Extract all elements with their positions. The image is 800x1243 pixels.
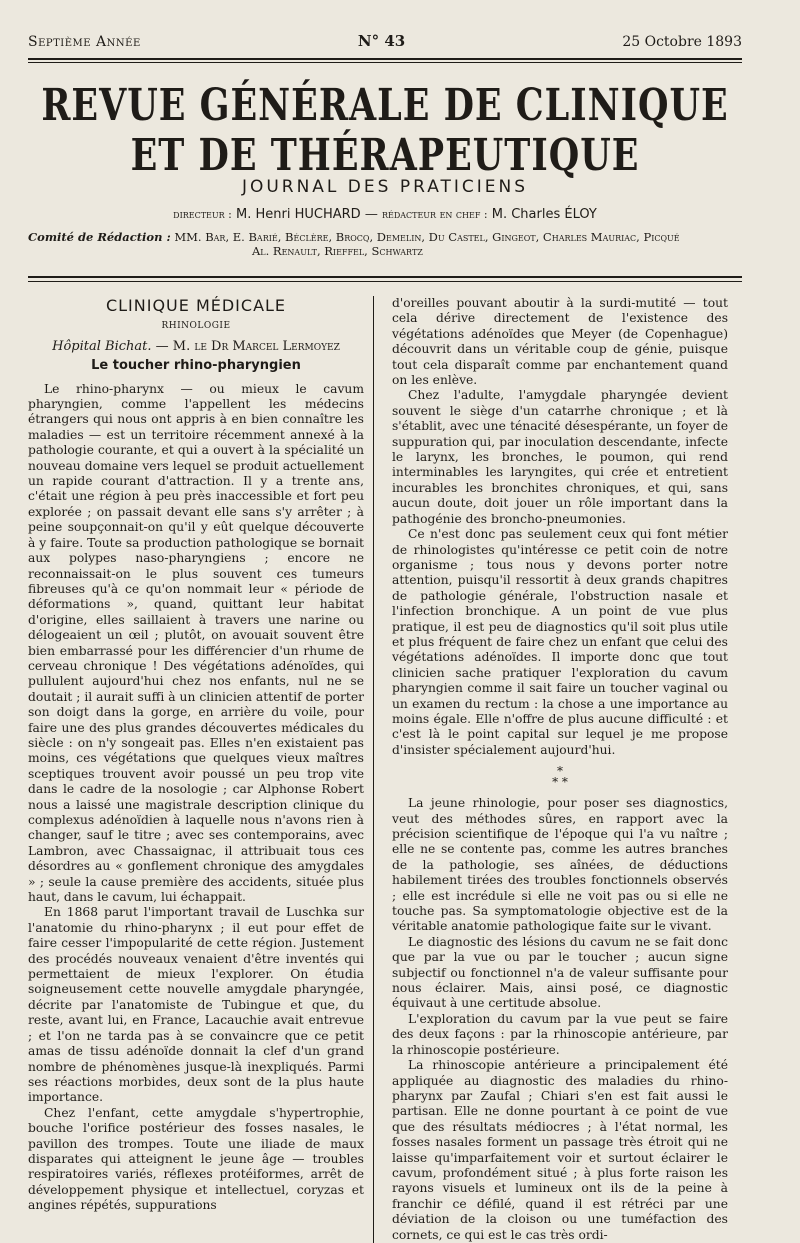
paragraph: Ce n'est donc pas seulement ceux qui font métier de rhinologistes qu'intéresse ce petit coin de notre organisme ; tous nous y devons porter notre attention, puisqu'il ressortit à deux grands chapitres de pathologie générale, l'obstruction nasale et l'infection bronchique. A un point de vue plus pratique, il est peu de diagnostics qu'il soit plus utile et plus fréquent de faire chez un enfant que celui des végétations adénoïdes. Il importe donc que tout clinicien sache pratiquer l'exploration du cavum pharyngien comme il sait faire un toucher vaginal ou un examen du rectum : la chose a une importance au moins égale. Elle n'offre de plus aucune difficulté : et c'est là le point capital sur lequel je me propose d'insister spécialement aujourd'hui. bbox=[392, 527, 728, 757]
right-column bbox=[392, 296, 728, 1243]
column-divider bbox=[373, 296, 374, 1243]
paragraph: La jeune rhinologie, pour poser ses diagnostics, veut des méthodes sûres, en rapport avec la précision scientifique de l'époque qui l'a vu naître ; elle ne se contente pas, comme les autres branches de la pathologie, ses aînées, de déductions habilement tirées des troubles fonctionnels observés ; elle est incrédule si elle ne voit pas ou si elle ne touche pas. Sa symptomatologie objective est de la véritable anatomie pathologique faite sur le vivant. bbox=[392, 796, 728, 934]
paragraph: La rhinoscopie antérieure a principalement été appliquée au diagnostic des maladies du rhino-pharynx par Zaufal ; Chiari s'en est fait aussi le partisan. Elle ne donne pourtant à ce point de vue que des résultats médiocres ; à l'état normal, les fosses nasales forment un passage très étroit qui ne laisse qu'imparfaitement voir et surtout éclairer le cavum, profondément situé ; à plus forte raison les rayons visuels et lumineux ont ils de la peine à franchir ce défilé, quand il est rétréci par une déviation de la cloison ou une tuméfaction des cornets, ce qui est le cas très ordi- bbox=[392, 1058, 728, 1242]
masthead-title: REVUE GÉNÉRALE DE CLINIQUE ET DE THÉRAPEUTIQUE bbox=[41, 79, 729, 181]
issue-date: 25 Octobre 1893 bbox=[622, 34, 742, 50]
paragraph: d'oreilles pouvant aboutir à la surdi-mutité — tout cela dérive directement de l'existence des végétations adénoïdes que Meyer (de Copenhague) découvrit dans un véritable coup de génie, puisque tout cela disparaît comme par enchantement quand on les enlève. bbox=[392, 296, 728, 388]
masthead-subtitle: JOURNAL DES PRATICIENS bbox=[241, 177, 529, 197]
directeur-label: directeur : bbox=[173, 208, 232, 221]
section-title: CLINIQUE MÉDICALE bbox=[105, 296, 287, 315]
header-rule bbox=[28, 58, 742, 60]
left-column bbox=[28, 296, 364, 1243]
hospital-byline bbox=[28, 339, 364, 354]
author-name: — M. le Dr Marcel Lermoyez bbox=[155, 338, 340, 354]
section-subtitle: RHINOLOGIE bbox=[161, 321, 231, 332]
directeur-name: M. Henri HUCHARD bbox=[236, 207, 361, 222]
paragraph: Le rhino-pharynx — ou mieux le cavum pharyngien, comme l'appellent les médecins étrangers qui nous ont appris à en bien connaître les maladies — est un territoire récemment annexé à la pathologie courante, et qui a ouvert à la spécialité un nouveau domaine vers lequel se produit actuellement un rapide courant d'attraction. Il y a trente ans, c'était une région à peu près inaccessible et fort peu explorée ; on passait devant elle sans s'y arrêter ; à peine soupçonnait-on qu'il y eût quelque découverte à y faire. Toute sa production pathologique se bornait aux polypes naso-pharyngiens ; encore ne reconnaissait-on le plus souvent ces tumeurs fibreuses qu'à ce qu'on nommait leur « période de déformations », quand, quittant leur habitat d'origine, elles saillaient à travers une narine ou délogeaient un œil ; plutôt, on avouait souvent être bien embarrassé pour les différencier d'un rhume de cerveau chronique ! Des végétations adénoïdes, qui pullulent aujourd'hui chez nos enfants, nul ne se doutait ; il aurait suffi à un clinicien attentif de porter son doigt dans la gorge, en arrière du voile, pour faire une des plus grandes découvertes médicales du siècle : on n'y songeait pas. Elles n'en existaient pas moins, ces végétations que quelques vieux maîtres sceptiques trouvent avoir poussé un peu trop vite dans le cadre de la nosologie ; car Alphonse Robert nous a laissé une magistrale description clinique du complexus adénoïdien à laquelle nous n'avons rien à changer, sauf le titre ; avec ses contemporains, avec Lambron, avec Chassaignac, il attribuait tous ces désordres au « gonflement chronique des amygdales » ; seule la cause première des accidents, située plus haut, dans le cavum, lui échappait. bbox=[28, 381, 364, 905]
committee-members-line1: MM. Bar, E. Barié, Béclère, Brocq, Demelin, Du Castel, Gingeot, Charles Mauriac, Picqué bbox=[174, 230, 680, 244]
article-columns bbox=[28, 296, 742, 1243]
asterisk-bottom: * * bbox=[552, 775, 568, 790]
paragraph: Chez l'enfant, cette amygdale s'hypertrophie, bouche l'orifice postérieur des fosses nasales, le pavillon des trompes. Toute une iliade de maux disparates qui atteignent le jeune âge — troubles respiratoires variés, réflexes protéiformes, arrêt de développement physique et intellectuel, coryzas et angines répétés, suppurations bbox=[28, 1105, 364, 1213]
separator-dash: — bbox=[364, 207, 378, 222]
masthead-rule bbox=[28, 276, 742, 282]
redacteur-label: rédacteur en chef : bbox=[381, 208, 488, 221]
editorial-committee bbox=[28, 230, 742, 258]
committee-label: Comité de Rédaction : bbox=[28, 230, 171, 244]
asterisk-top: * bbox=[557, 764, 563, 779]
issue-year: Septième Année bbox=[28, 34, 141, 50]
committee-members-line2: Al. Renault, Rieffel, Schwartz bbox=[252, 244, 423, 258]
article-title: Le toucher rhino-pharyngien bbox=[91, 358, 301, 374]
paragraph: L'exploration du cavum par la vue peut se faire des deux façons : par la rhinoscopie antérieure, par la rhinoscopie postérieure. bbox=[392, 1011, 728, 1057]
hospital-name: Hôpital Bichat. bbox=[52, 338, 152, 354]
running-head bbox=[28, 0, 742, 50]
paragraph: Chez l'adulte, l'amygdale pharyngée devient souvent le siège d'un catarrhe chronique ; et là s'établit, avec une ténacité désespérante, un foyer de suppuration qui, par inoculation descendante, infecte le larynx, les bronches, le poumon, qui rend interminables les laryngites, qui crée et entretient incurables les bronchites chroniques, et qui, sans aucun doute, doit jouer un rôle important dans la pathogénie des broncho-pneumonies. bbox=[392, 388, 728, 526]
paragraph: En 1868 parut l'important travail de Luschka sur l'anatomie du rhino-pharynx ; il eut pour effet de faire cesser l'impopularité de cette région. Justement des procédés nouveaux venaient d'être inventés qui permettaient de mieux l'explorer. On étudia soigneusement cette nouvelle amygdale pharyngée, décrite par l'anatomiste de Tubingue et que, du reste, avant lui, en France, Lacauchie avait entrevue ; et l'on ne tarda pas à se convaincre que ce petit amas de tissu adénoïde donnait la clef d'un grand nombre de phénomènes jusque-là inexpliqués. Parmi ses réactions morbides, deux sont de la plus haute importance. bbox=[28, 905, 364, 1105]
issue-number: N° 43 bbox=[357, 32, 406, 50]
paragraph: Le diagnostic des lésions du cavum ne se fait donc que par la vue ou par le toucher ; aucun signe subjectif ou fonctionnel n'a de valeur suffisante pour nous éclairer. Mais, ainsi posé, ce diagnostic équivaut à une certitude absolue. bbox=[392, 934, 728, 1011]
editorial-direction bbox=[28, 207, 742, 222]
header-rule-thin bbox=[28, 62, 742, 63]
redacteur-name: M. Charles ÉLOY bbox=[491, 207, 597, 222]
section-break-asterisks bbox=[392, 766, 728, 788]
